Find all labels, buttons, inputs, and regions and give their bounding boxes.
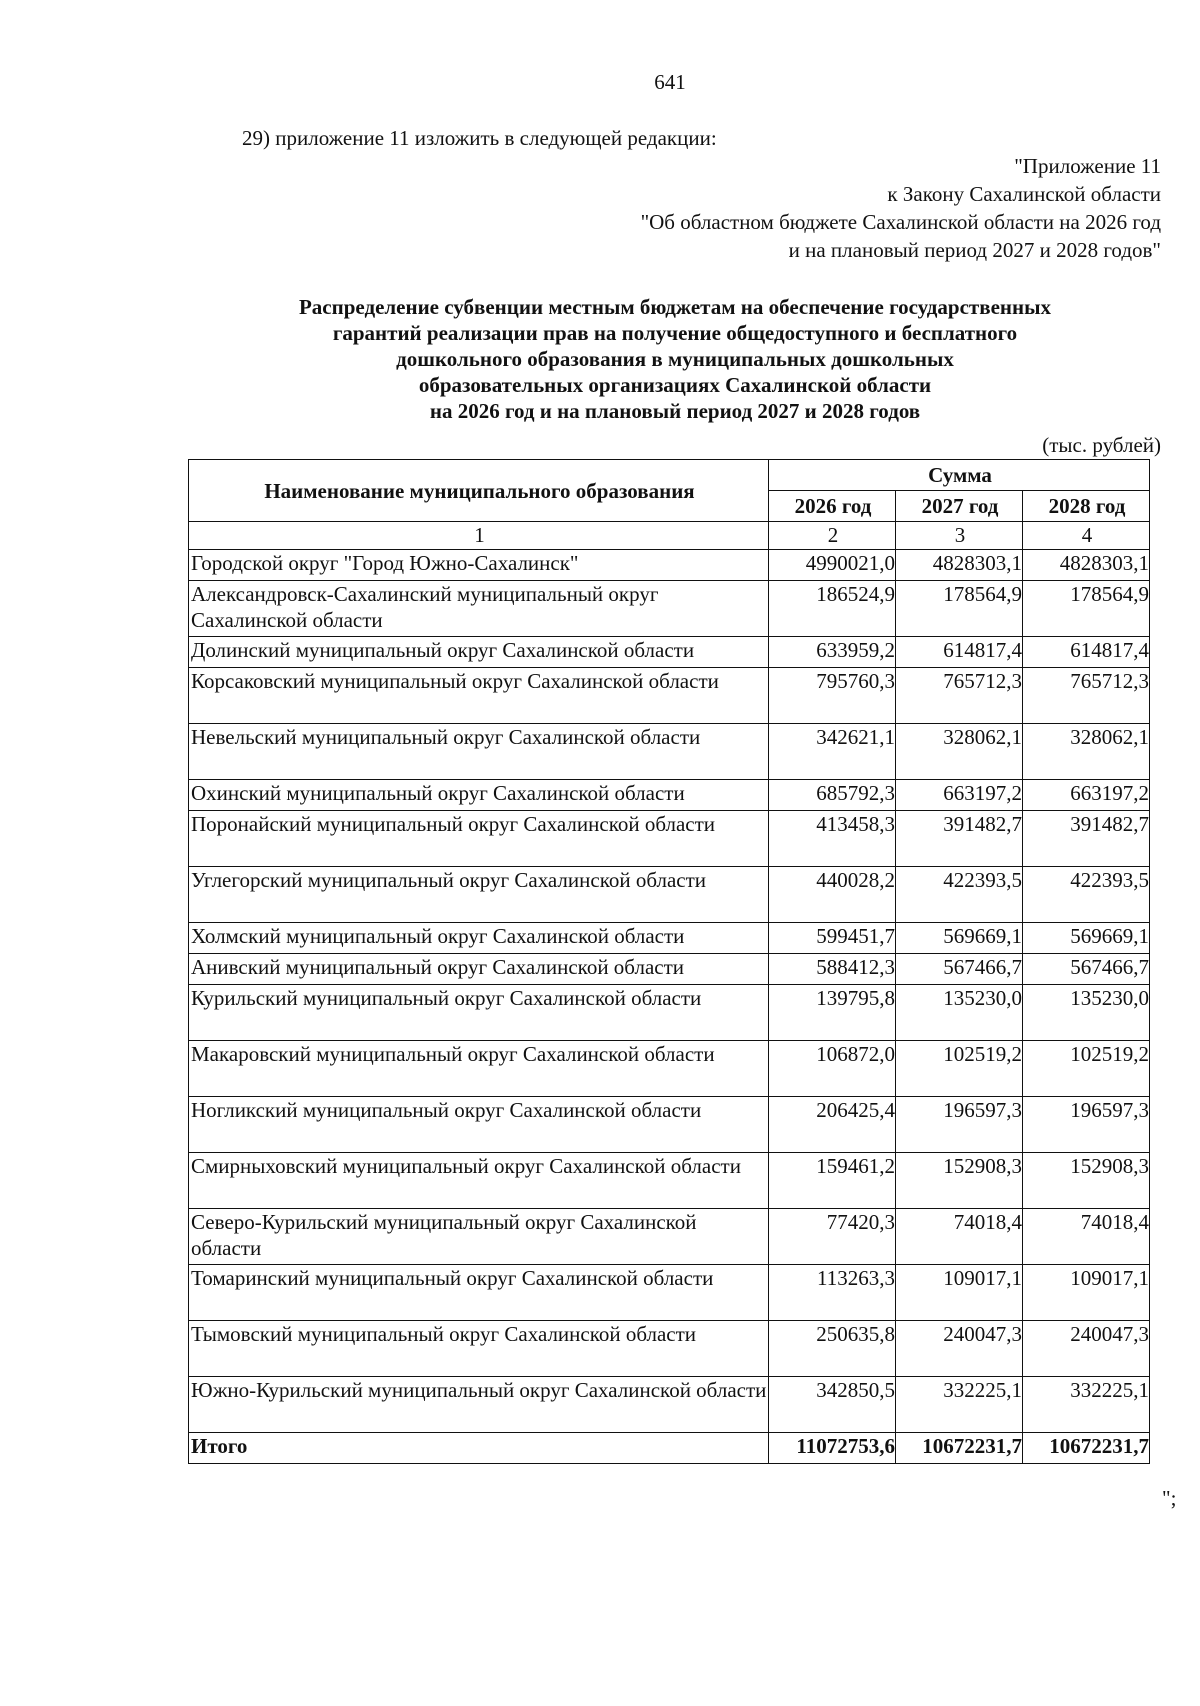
title-line: дошкольного образования в муниципальных дошкольных bbox=[396, 347, 954, 371]
value-2026: 139795,8 bbox=[769, 985, 896, 1041]
table-row bbox=[189, 780, 1150, 811]
value-2026: 795760,3 bbox=[769, 668, 896, 724]
table-header-row bbox=[189, 460, 1150, 491]
table-row bbox=[189, 811, 1150, 867]
municipality-name: Долинский муниципальный округ Сахалинской области bbox=[189, 637, 769, 668]
municipality-name: Тымовский муниципальный округ Сахалинской области bbox=[189, 1321, 769, 1377]
table-body bbox=[189, 550, 1150, 1464]
value-2028: 196597,3 bbox=[1023, 1097, 1150, 1153]
value-2028: 328062,1 bbox=[1023, 724, 1150, 780]
value-2027: 567466,7 bbox=[896, 954, 1023, 985]
table-row bbox=[189, 985, 1150, 1041]
municipality-name: Холмский муниципальный округ Сахалинской области bbox=[189, 923, 769, 954]
header-municipality: Наименование муниципального образования bbox=[189, 460, 769, 522]
value-2027: 109017,1 bbox=[896, 1265, 1023, 1321]
value-2026: 342621,1 bbox=[769, 724, 896, 780]
value-2027: 328062,1 bbox=[896, 724, 1023, 780]
municipality-name: Томаринский муниципальный округ Сахалинской области bbox=[189, 1265, 769, 1321]
municipality-name: Северо-Курильский муниципальный округ Сахалинской области bbox=[189, 1209, 769, 1265]
value-2026: 633959,2 bbox=[769, 637, 896, 668]
column-number: 1 bbox=[189, 522, 769, 550]
municipality-name: Александровск-Сахалинский муниципальный округ Сахалинской области bbox=[189, 581, 769, 637]
title-line: Распределение субвенции местным бюджетам на обеспечение государственных bbox=[298, 295, 1052, 319]
table-row bbox=[189, 550, 1150, 581]
value-2028: 332225,1 bbox=[1023, 1377, 1150, 1433]
intro-paragraph: 29) приложение 11 изложить в следующей редакции: bbox=[242, 126, 717, 150]
value-2027: 4828303,1 bbox=[896, 550, 1023, 581]
column-number-row bbox=[189, 522, 1150, 550]
value-2028: 74018,4 bbox=[1023, 1209, 1150, 1265]
total-2028: 10672231,7 bbox=[1023, 1433, 1150, 1464]
value-2026: 4990021,0 bbox=[769, 550, 896, 581]
table-row bbox=[189, 1321, 1150, 1377]
municipality-name: Невельский муниципальный округ Сахалинской области bbox=[189, 724, 769, 780]
page-number: 641 bbox=[654, 70, 686, 94]
municipality-name: Смирныховский муниципальный округ Сахалинской области bbox=[189, 1153, 769, 1209]
table-row bbox=[189, 724, 1150, 780]
value-2027: 614817,4 bbox=[896, 637, 1023, 668]
table-row bbox=[189, 1209, 1150, 1265]
document-title bbox=[190, 294, 1160, 424]
value-2028: 765712,3 bbox=[1023, 668, 1150, 724]
value-2026: 342850,5 bbox=[769, 1377, 896, 1433]
table-row bbox=[189, 867, 1150, 923]
value-2027: 74018,4 bbox=[896, 1209, 1023, 1265]
title-line: гарантий реализации прав на получение общедоступного и бесплатного bbox=[332, 321, 1018, 345]
total-2026: 11072753,6 bbox=[769, 1433, 896, 1464]
table-row bbox=[189, 954, 1150, 985]
municipality-name: Поронайский муниципальный округ Сахалинской области bbox=[189, 811, 769, 867]
total-row bbox=[189, 1433, 1150, 1464]
value-2027: 152908,3 bbox=[896, 1153, 1023, 1209]
value-2028: 391482,7 bbox=[1023, 811, 1150, 867]
municipality-name: Углегорский муниципальный округ Сахалинской области bbox=[189, 867, 769, 923]
table-row bbox=[189, 1097, 1150, 1153]
value-2027: 391482,7 bbox=[896, 811, 1023, 867]
value-2028: 135230,0 bbox=[1023, 985, 1150, 1041]
title-line: на 2026 год и на плановый период 2027 и 2028 годов bbox=[429, 399, 921, 423]
value-2026: 186524,9 bbox=[769, 581, 896, 637]
value-2026: 440028,2 bbox=[769, 867, 896, 923]
appendix-line: "Об областном бюджете Сахалинской области на 2026 год bbox=[640, 210, 1161, 234]
value-2028: 422393,5 bbox=[1023, 867, 1150, 923]
value-2028: 109017,1 bbox=[1023, 1265, 1150, 1321]
value-2028: 614817,4 bbox=[1023, 637, 1150, 668]
table-row bbox=[189, 637, 1150, 668]
value-2028: 178564,9 bbox=[1023, 581, 1150, 637]
table-row bbox=[189, 1377, 1150, 1433]
value-2027: 332225,1 bbox=[896, 1377, 1023, 1433]
header-year-2026: 2026 год bbox=[769, 491, 896, 522]
column-number: 4 bbox=[1023, 522, 1150, 550]
column-number: 3 bbox=[896, 522, 1023, 550]
value-2027: 765712,3 bbox=[896, 668, 1023, 724]
table-row bbox=[189, 1153, 1150, 1209]
table-row bbox=[189, 581, 1150, 637]
value-2028: 567466,7 bbox=[1023, 954, 1150, 985]
header-sum: Сумма bbox=[769, 460, 1150, 491]
value-2028: 240047,3 bbox=[1023, 1321, 1150, 1377]
value-2026: 106872,0 bbox=[769, 1041, 896, 1097]
appendix-header bbox=[641, 152, 1161, 264]
municipality-name: Анивский муниципальный округ Сахалинской области bbox=[189, 954, 769, 985]
total-label: Итого bbox=[189, 1433, 769, 1464]
value-2028: 663197,2 bbox=[1023, 780, 1150, 811]
value-2028: 569669,1 bbox=[1023, 923, 1150, 954]
value-2027: 240047,3 bbox=[896, 1321, 1023, 1377]
municipality-name: Курильский муниципальный округ Сахалинской области bbox=[189, 985, 769, 1041]
value-2027: 422393,5 bbox=[896, 867, 1023, 923]
header-year-2027: 2027 год bbox=[896, 491, 1023, 522]
value-2026: 685792,3 bbox=[769, 780, 896, 811]
value-2026: 77420,3 bbox=[769, 1209, 896, 1265]
header-year-2028: 2028 год bbox=[1023, 491, 1150, 522]
appendix-line: "Приложение 11 bbox=[1014, 154, 1161, 178]
appendix-line: и на плановый период 2027 и 2028 годов" bbox=[788, 238, 1161, 262]
value-2026: 413458,3 bbox=[769, 811, 896, 867]
value-2027: 102519,2 bbox=[896, 1041, 1023, 1097]
value-2026: 599451,7 bbox=[769, 923, 896, 954]
value-2026: 588412,3 bbox=[769, 954, 896, 985]
table-row bbox=[189, 1041, 1150, 1097]
municipality-name: Макаровский муниципальный округ Сахалинской области bbox=[189, 1041, 769, 1097]
table-row bbox=[189, 923, 1150, 954]
units-label: (тыс. рублей) bbox=[1042, 433, 1161, 457]
value-2027: 569669,1 bbox=[896, 923, 1023, 954]
closing-quote-mark: "; bbox=[1162, 1486, 1177, 1510]
value-2027: 663197,2 bbox=[896, 780, 1023, 811]
table-row bbox=[189, 1265, 1150, 1321]
value-2026: 206425,4 bbox=[769, 1097, 896, 1153]
municipality-name: Южно-Курильский муниципальный округ Сахалинской области bbox=[189, 1377, 769, 1433]
title-line: образовательных организациях Сахалинской области bbox=[418, 373, 932, 397]
value-2026: 250635,8 bbox=[769, 1321, 896, 1377]
municipality-name: Городской округ "Город Южно-Сахалинск" bbox=[189, 550, 769, 581]
value-2028: 152908,3 bbox=[1023, 1153, 1150, 1209]
column-number: 2 bbox=[769, 522, 896, 550]
value-2026: 159461,2 bbox=[769, 1153, 896, 1209]
table-row bbox=[189, 668, 1150, 724]
value-2027: 196597,3 bbox=[896, 1097, 1023, 1153]
value-2028: 4828303,1 bbox=[1023, 550, 1150, 581]
value-2028: 102519,2 bbox=[1023, 1041, 1150, 1097]
subvention-table bbox=[188, 459, 1150, 1464]
total-2027: 10672231,7 bbox=[896, 1433, 1023, 1464]
appendix-line: к Закону Сахалинской области bbox=[887, 182, 1161, 206]
value-2026: 113263,3 bbox=[769, 1265, 896, 1321]
municipality-name: Ногликский муниципальный округ Сахалинской области bbox=[189, 1097, 769, 1153]
value-2027: 135230,0 bbox=[896, 985, 1023, 1041]
value-2027: 178564,9 bbox=[896, 581, 1023, 637]
municipality-name: Охинский муниципальный округ Сахалинской области bbox=[189, 780, 769, 811]
municipality-name: Корсаковский муниципальный округ Сахалинской области bbox=[189, 668, 769, 724]
